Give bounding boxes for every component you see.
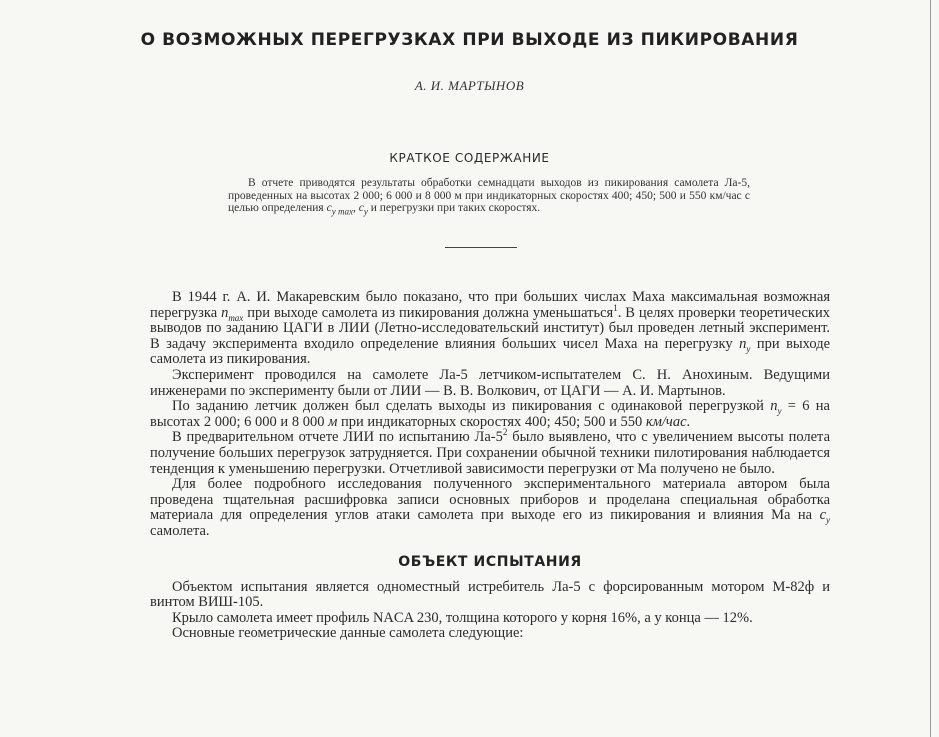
symbol-base: c (358, 202, 364, 214)
footnote-ref-1: 1 (613, 302, 618, 313)
text-run: Для более подробного исследования полученного экспериментального материала автором была проведена тщательная расшифровка записи основных приборов и проделана специальная обработка материала для определения углов атаки самолета при выходе его из пикирования и влияния Ма на (150, 476, 830, 524)
text-run: было выявлено, что с увеличением высоты полета получение больших перегрузок затрудняется. При сохранении обычной техники пилотирования наблюдается тенденция к уменьшению перегрузки. Отчетливой зависимости перегрузки от Ма получено не было. (150, 429, 831, 477)
symbol-base: n (221, 304, 229, 321)
section-paragraph-1: Объектом испытания является одноместный истребитель Ла-5 с форсированным мотором М-82ф и винтом ВИШ-105. (150, 578, 830, 611)
symbol-subscript: y (826, 515, 830, 526)
paragraph-2: Эксперимент проводился на самолете Ла-5 летчиком-испытателем С. Н. Анохиным. Ведущими инженерами по эксперименту были от ЛИИ — В. В. Волкович, от ЦАГИ — А. И. Мартынов. (150, 366, 830, 399)
text-run: . (686, 413, 691, 430)
paragraph-1 (150, 290, 830, 368)
section-divider (445, 247, 517, 248)
paragraph-5 (150, 477, 830, 539)
symbol-cy-max (326, 202, 353, 217)
symbol-subscript: y max (331, 206, 353, 217)
section-heading: ОБЪЕКТ ИСПЫТАНИЯ (398, 553, 582, 570)
text-run: при выходе самолета из пикирования должна уменьшаться (243, 304, 614, 321)
symbol-base: n (770, 398, 778, 415)
text-run: В предварительном отчете ЛИИ по испытанию Ла-5 (172, 429, 503, 446)
symbol-n-y (770, 398, 782, 417)
abstract-heading: КРАТКОЕ СОДЕРЖАНИЕ (389, 151, 550, 165)
text-run: . В целях проверки теоретических выводов по заданию ЦАГИ в ЛИИ (Летно-исследовательский институт) был проведен летный эксперимент. В задачу эксперимента входило определение влияния больших чисел Маха на перегрузку (150, 304, 830, 352)
text-run: = 6 на высотах 2 000; 6 000 и 8 000 (150, 398, 830, 430)
symbol-base: n (739, 335, 747, 352)
text-run: По заданию летчик должен был сделать выходы из пикирования с одинаковой перегрузкой (172, 398, 771, 415)
separator: , (352, 202, 359, 214)
symbol-cy (819, 507, 830, 526)
symbol-subscript: max (228, 312, 244, 323)
abstract-text-part: В отчете приводятся результаты обработки семнадцати выходов из пикирования самолета Ла-5, проведенных на высотах 2 000; 6 000 и 8 000 м при индикаторных скоростях 400; 450; 500 и 550 км/час с целью определения (228, 177, 750, 214)
symbol-n-max (221, 305, 243, 321)
text-run: при выходе самолета из пикирования. (150, 335, 831, 368)
text-run: В 1944 г. А. И. Макаревским было показано, что при больших числах Маха максимальная возможная перегрузка (150, 289, 830, 321)
symbol-base: c (326, 202, 332, 214)
symbol-subscript: y (746, 343, 751, 354)
main-body (150, 290, 830, 642)
footnote-ref-2: 2 (502, 427, 508, 438)
document-title: О ВОЗМОЖНЫХ ПЕРЕГРУЗКАХ ПРИ ВЫХОДЕ ИЗ ПИКИРОВАНИЯ (140, 30, 799, 50)
document-author: А. И. МАРТЫНОВ (414, 78, 525, 93)
symbol-subscript: y (777, 406, 782, 417)
section-paragraph-2: Крыло самолета имеет профиль NACA 230, толщина которого у корня 16%, а у конца — 12%. (172, 609, 753, 626)
abstract-text (228, 177, 750, 215)
section-paragraph-3: Основные геометрические данные самолета следующие: (172, 625, 524, 642)
unit-kmh: км/час (645, 413, 687, 430)
symbol-subscript: y (363, 206, 368, 217)
text-run: при индикаторных скоростях 400; 450; 500 и 550 (337, 413, 646, 430)
symbol-n-y (739, 336, 750, 352)
unit-meter: м (328, 413, 338, 430)
page-edge (930, 0, 931, 737)
abstract-text-part: и перегрузки при таких скоростях. (367, 202, 541, 214)
paragraph-3 (150, 399, 830, 430)
text-run: самолета. (150, 522, 210, 539)
symbol-cy (358, 202, 368, 217)
symbol-base: c (819, 507, 826, 524)
paragraph-4 (150, 427, 831, 477)
